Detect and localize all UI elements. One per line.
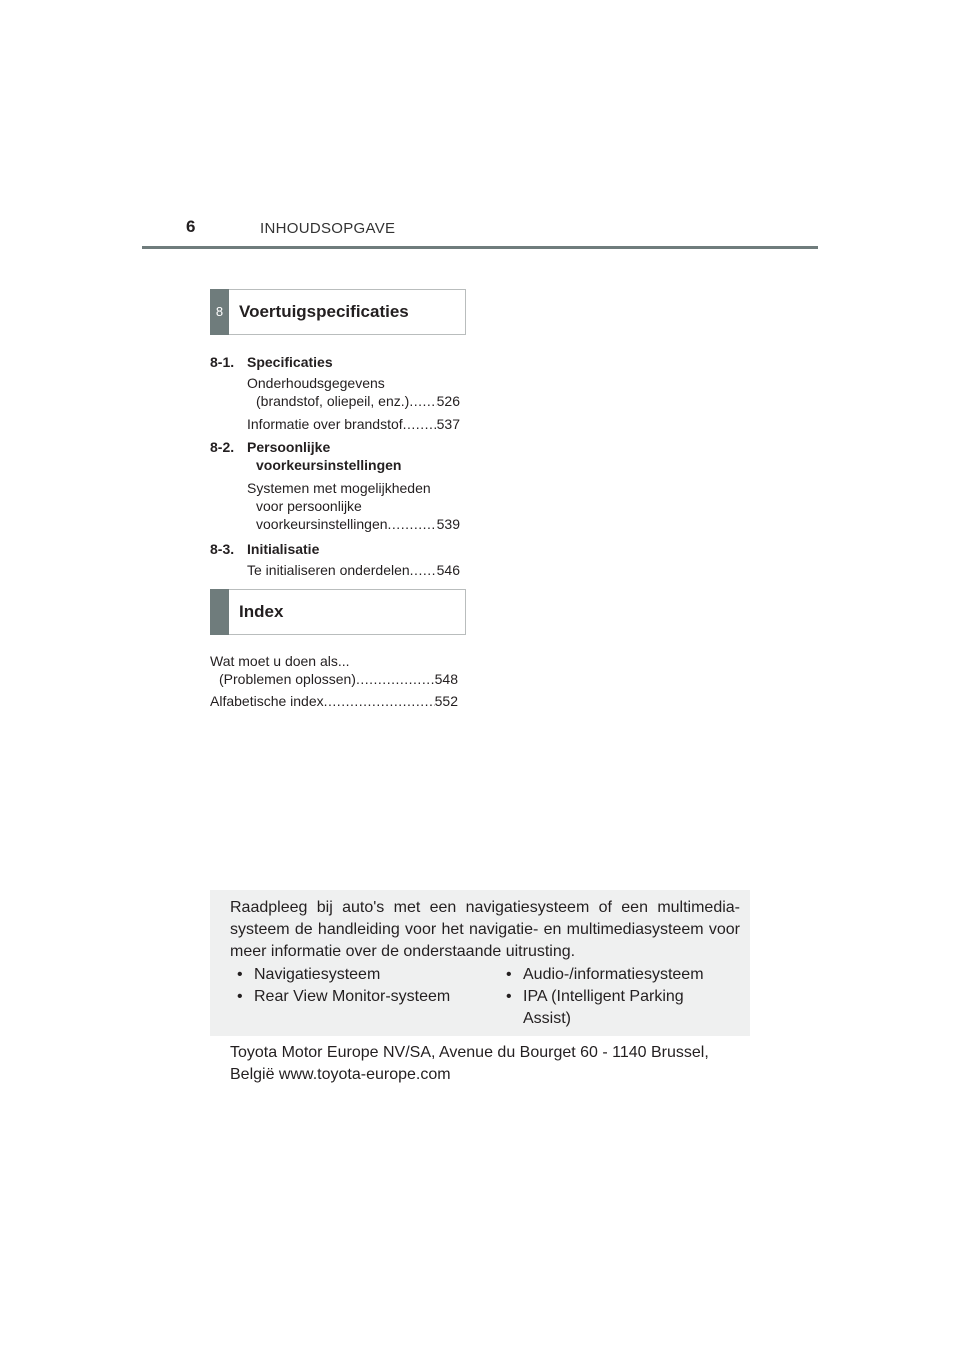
section-8-title: Voertuigspecificaties bbox=[239, 302, 409, 321]
toc-entry-label: Systemen met mogelijkheden bbox=[247, 480, 431, 496]
toc-heading-8-2[interactable] bbox=[210, 438, 460, 474]
bullet-item bbox=[237, 964, 450, 986]
bullet-label: Rear View Monitor-systeem bbox=[254, 988, 451, 1005]
toc-entry-label: Informatie over brandstof bbox=[247, 416, 403, 432]
toc-page-number: 546 bbox=[436, 562, 460, 578]
page-number: 6 bbox=[186, 217, 196, 236]
section-8-tab: 8 bbox=[210, 289, 229, 335]
leader-dots bbox=[388, 515, 437, 533]
toc-entry-label: Alfabetische index bbox=[210, 693, 324, 709]
bullet-icon: • bbox=[237, 966, 243, 983]
leader-dots bbox=[409, 392, 436, 410]
index-heading[interactable] bbox=[210, 589, 466, 635]
bullet-icon: • bbox=[237, 988, 243, 1005]
toc-entry-informatie-brandstof[interactable] bbox=[247, 415, 460, 433]
bullet-item bbox=[506, 964, 726, 986]
toc-page-number: 526 bbox=[436, 393, 460, 409]
header-title: INHOUDSOPGAVE bbox=[260, 220, 396, 237]
toc-page-number: 548 bbox=[434, 671, 458, 687]
section-8-heading[interactable] bbox=[210, 289, 466, 335]
leader-dots bbox=[356, 670, 435, 688]
toc-page-number: 552 bbox=[434, 693, 458, 709]
toc-entry-label: Wat moet u doen als... bbox=[210, 653, 350, 669]
bullet-label: Audio-/informatiesysteem bbox=[523, 966, 704, 983]
bullet-list-left bbox=[237, 964, 450, 1008]
toc-heading-label: Specificaties bbox=[247, 354, 333, 370]
index-tab bbox=[210, 589, 229, 635]
bullet-icon: • bbox=[506, 988, 512, 1005]
info-text: Raadpleeg bij auto's met een navigatiesysteem of een multimedia-systeem de handleiding voor het navigatie- en multimediasysteem voor meer informatie over de onderstaande uitrusting. bbox=[230, 899, 740, 960]
toc-entry-onderhoudsgegevens[interactable] bbox=[247, 374, 460, 410]
toc-entry-alfabetische-index[interactable] bbox=[210, 692, 458, 710]
toc-page-number: 537 bbox=[436, 416, 460, 432]
index-list bbox=[210, 652, 458, 710]
bullet-label: Navigatiesysteem bbox=[254, 966, 381, 983]
bullet-item bbox=[237, 986, 450, 1008]
toc-heading-number: 8-2. bbox=[210, 439, 235, 455]
toc-entry-label: Onderhoudsgegevens bbox=[247, 375, 385, 391]
page-header bbox=[142, 214, 818, 249]
toc-entry-label: (brandstof, oliepeil, enz.) bbox=[256, 393, 410, 409]
toc-group-8-1 bbox=[210, 353, 460, 433]
toc-heading-number: 8-3. bbox=[210, 541, 235, 557]
toc-heading-number: 8-1. bbox=[210, 354, 235, 370]
toc-heading-8-1[interactable] bbox=[210, 353, 460, 371]
toc-group-8-2 bbox=[210, 438, 460, 533]
leader-dots bbox=[403, 415, 437, 433]
bullet-label: IPA (Intelligent Parking Assist) bbox=[523, 988, 684, 1027]
toc-entry-label: voorkeursinstellingen bbox=[256, 516, 388, 532]
toc-entry-label: (Problemen oplossen) bbox=[219, 671, 356, 687]
toc-entry-problemen-oplossen[interactable] bbox=[210, 652, 458, 688]
toc-heading-8-3[interactable] bbox=[210, 540, 460, 558]
index-title: Index bbox=[239, 602, 284, 621]
info-box bbox=[210, 890, 750, 1036]
toc-page-number: 539 bbox=[436, 516, 460, 532]
toc-heading-label: Initialisatie bbox=[247, 541, 320, 557]
bullet-list-right bbox=[506, 964, 726, 1030]
bullet-item bbox=[506, 986, 726, 1030]
bullet-icon: • bbox=[506, 966, 512, 983]
toc-heading-label: Persoonlijke bbox=[247, 439, 331, 455]
toc-heading-label: voorkeursinstellingen bbox=[256, 457, 402, 473]
toc-group-8-3 bbox=[210, 540, 460, 579]
toc-entry-initialiseren[interactable] bbox=[247, 561, 460, 579]
toc-entry-label: voor persoonlijke bbox=[256, 498, 362, 514]
leader-dots bbox=[324, 692, 435, 710]
leader-dots bbox=[410, 561, 437, 579]
publisher-address: Toyota Motor Europe NV/SA, Avenue du Bourget 60 - 1140 Brussel, België www.toyota-europe.com bbox=[230, 1044, 709, 1083]
toc-entry-label: Te initialiseren onderdelen bbox=[247, 562, 410, 578]
toc-entry-systemen-voorkeursinstellingen[interactable] bbox=[247, 479, 460, 533]
